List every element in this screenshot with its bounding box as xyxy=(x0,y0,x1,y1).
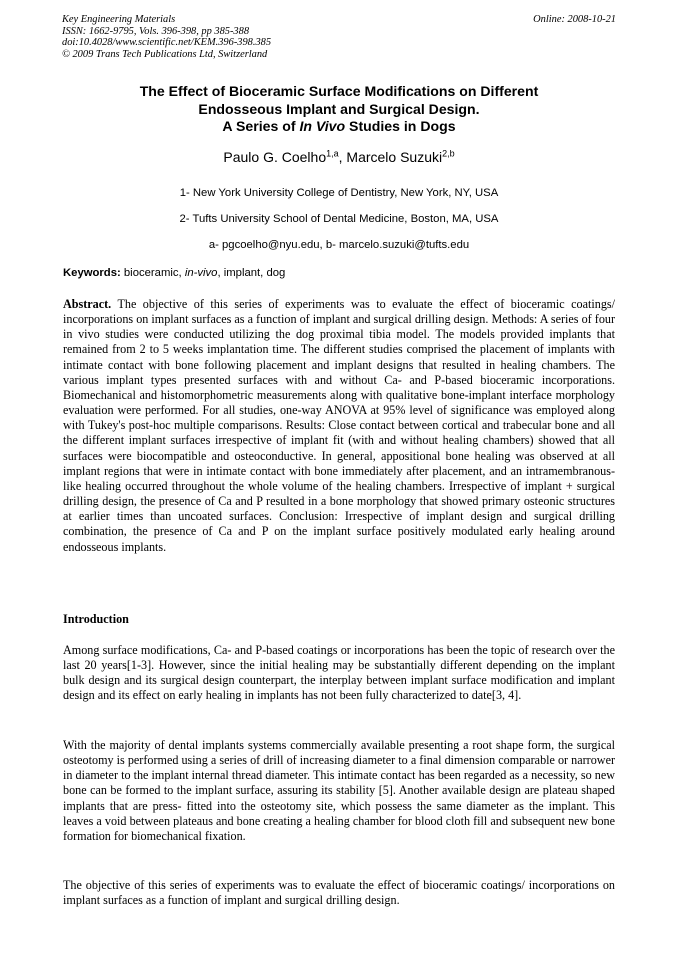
abstract-label: Abstract. xyxy=(63,297,112,311)
title-line-3-prefix: A Series of xyxy=(222,118,300,134)
affiliation-nyu: 1- New York University College of Dentistry, New York, NY, USA xyxy=(179,187,499,199)
paper-title xyxy=(62,83,616,136)
title-line-3 xyxy=(62,118,616,136)
author-suzuki-affiliation: 2,b xyxy=(442,148,455,159)
introduction-paragraph-1: Among surface modifications, Ca- and P-based coatings or incorporations has been the topic of research over the last 20 years[1-3]. However, since the initial healing may be substantially different depending on the implant bulk design and its surgical design counterpart, the interplay between implant surface modification and implant design and its effect on early healing in implants has not been fully characterized to date[3, 4]. xyxy=(63,643,615,703)
introduction-paragraph-2: With the majority of dental implants systems commercially available presenting a root shape form, the surgical osteotomy is performed using a series of drill of increasing diameter to a final dimension comparable or narrower in diameter to the implant internal thread diameter. This intimate contact has been regarded as a necessity, so new bone can be formed to the implant surface, assuring its stability [5]. Another available design are plateau shaped implants that are press- fitted into the osteotomy site, which possess the same diameter as the implant. This leaves a void between plateaus and bone creating a healing chamber for blood cloth fill and subsequent new bone formation for biomechanical fixation. xyxy=(63,738,615,843)
title-line-3-suffix: Studies in Dogs xyxy=(345,118,456,134)
author-coelho-affiliation: 1,a xyxy=(326,148,339,159)
author-list xyxy=(62,148,616,166)
author-emails: a- pgcoelho@nyu.edu, b- marcelo.suzuki@tufts.edu xyxy=(208,239,470,251)
issn-line: ISSN: 1662-9795, Vols. 396-398, pp 385-388 xyxy=(62,25,250,37)
keywords xyxy=(63,266,616,280)
title-line-1: The Effect of Bioceramic Surface Modifications on Different xyxy=(139,83,539,99)
author-separator: , xyxy=(338,149,347,165)
author-suzuki: Marcelo Suzuki xyxy=(346,149,443,165)
abstract xyxy=(63,297,615,555)
online-date: Online: 2008-10-21 xyxy=(533,14,616,25)
author-coelho: Paulo G. Coelho xyxy=(223,149,327,165)
journal-header xyxy=(62,14,616,60)
keywords-part-2: , implant, dog xyxy=(217,267,286,279)
introduction-paragraph-3: The objective of this series of experiments was to evaluate the effect of bioceramic coatings/ incorporations on implant surfaces as a function of implant and surgical drilling design. xyxy=(63,878,615,908)
journal-name: Key Engineering Materials xyxy=(62,14,176,25)
keywords-label: Keywords: xyxy=(63,267,121,279)
keywords-in-vivo: in-vivo xyxy=(184,267,218,279)
affiliation-tufts: 2- Tufts University School of Dental Medicine, Boston, MA, USA xyxy=(179,213,499,225)
abstract-text: The objective of this series of experiments was to evaluate the effect of bioceramic coatings/ incorporations on implant surfaces as a function of implant and surgical drilling design. Methods: A series of four in vivo studies were conducted utilizing the dog proximal tibia model. The models provided implants that remained from 2 to 5 weeks implantation time. The different studies comprised the placement of implants with intimate contact with bone following placement and implant designs that resulted in healing chambers. The various implant types presented surfaces with and without Ca- and P-based bioceramic incorporations. Biomechanical and histomorphometric measurements along with qualitative bone-implant interface morphology evaluation were performed. For all studies, one-way ANOVA at 95% level of significance was employed along with Tukey's post-hoc multiple comparisons. Results: Close contact between cortical and trabecular bone and all the different implant surfaces irrespective of implant fit (with and without healing chambers) showed that all surfaces were biocompatible and osteoconductive. In general, appositional bone healing was observed at all implant regions that were in intimate contact with bone immediately after placement, and an intramembranous-like healing occurred throughout the whole volume of the healing chambers. Irrespective of implant + surgical drilling design, the presence of Ca and P resulted in a bone morphology that showed primary osteonic structures at earlier times than uncoated surfaces. Conclusion: Irrespective of implant design and surgical drilling combination, the presence of Ca and P on the implant surface positively modulated early healing around endosseous implants. xyxy=(63,297,615,554)
introduction-heading: Introduction xyxy=(63,612,129,626)
doi-line: doi:10.4028/www.scientific.net/KEM.396-398.385 xyxy=(62,37,272,48)
keywords-part-1: bioceramic, xyxy=(120,267,185,279)
title-in-vivo: In Vivo xyxy=(299,118,346,134)
copyright-line: © 2009 Trans Tech Publications Ltd, Switzerland xyxy=(62,48,268,60)
title-line-2: Endosseous Implant and Surgical Design. xyxy=(198,100,480,117)
